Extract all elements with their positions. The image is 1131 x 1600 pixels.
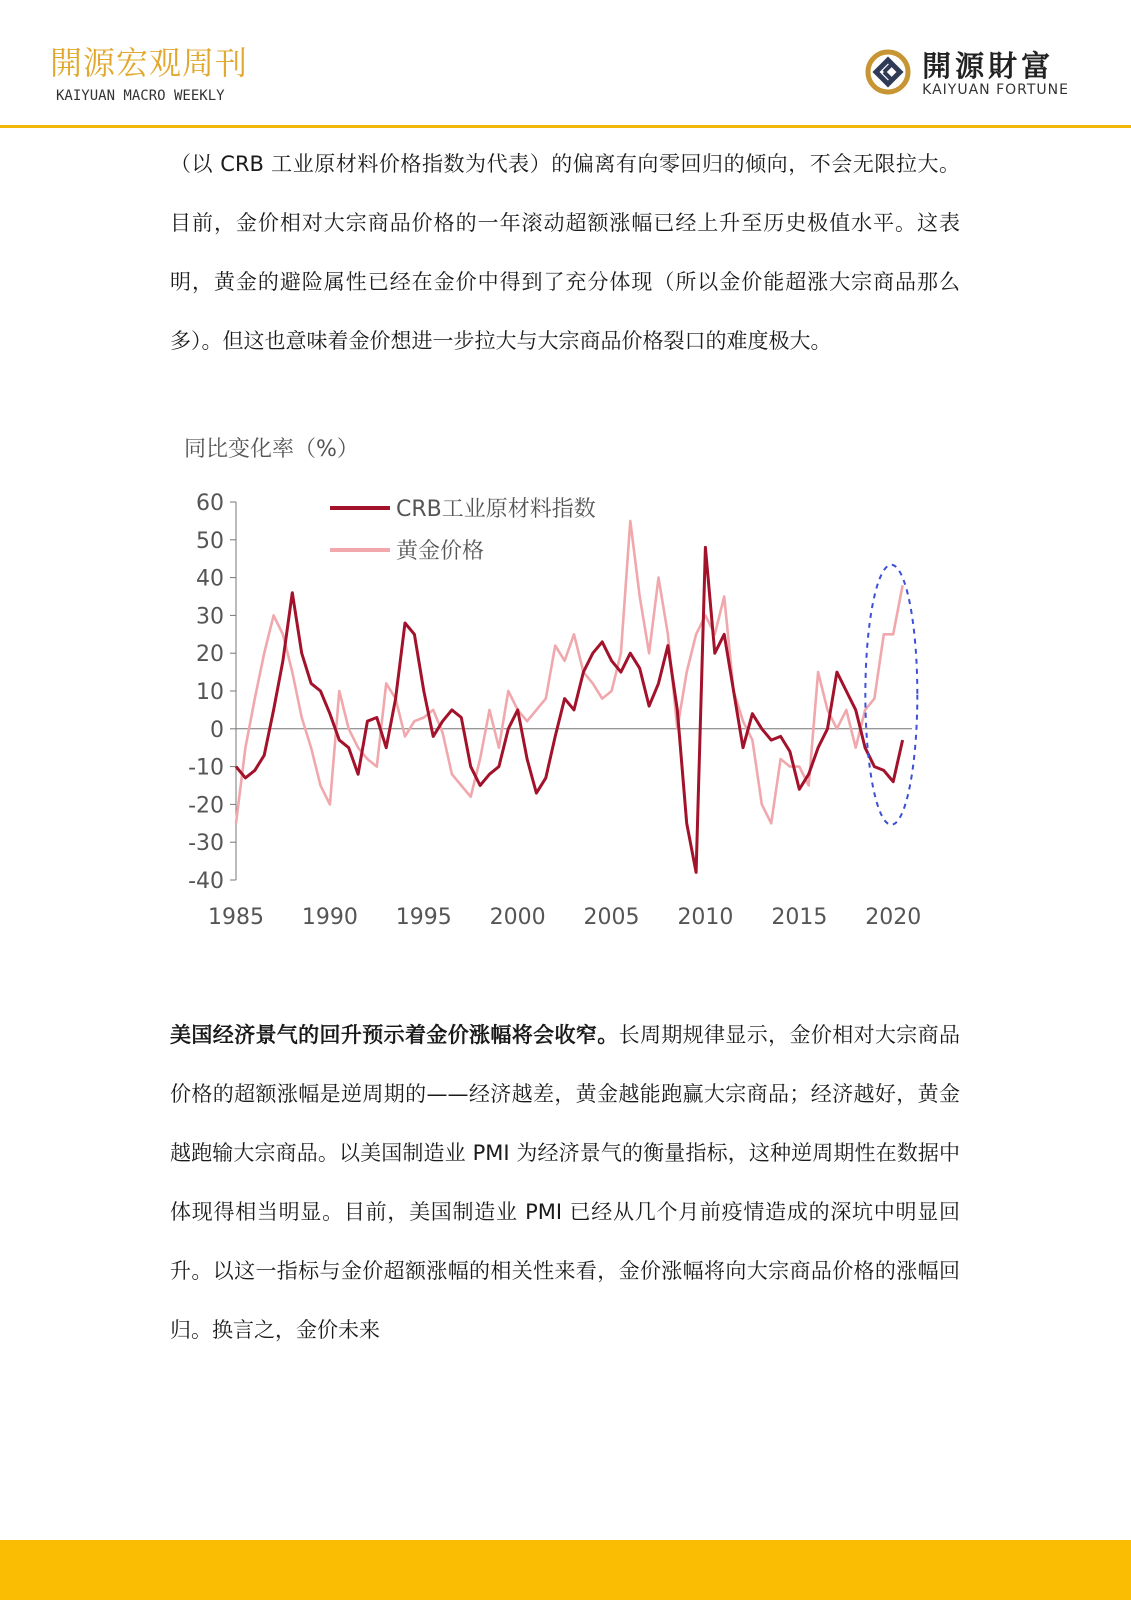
- paragraph-1: （以 CRB 工业原材料价格指数为代表）的偏离有向零回归的倾向，不会无限拉大。目前，金价相对大宗商品价格的一年滚动超额涨幅已经上升至历史极值水平。这表明，黄金的避险属性已经在金价中得到了充分体现（所以金价能超涨大宗商品那么多）。但这也意味着金价想进一步拉大与大宗商品价格裂口的难度极大。: [170, 152, 960, 353]
- header-divider: [0, 125, 1131, 128]
- paragraph-2-text: 长周期规律显示，金价相对大宗商品价格的超额涨幅是逆周期的——经济越差，黄金越能跑赢大宗商品；经济越好，黄金越跑输大宗商品。以美国制造业 PMI 为经济景气的衡量指标，这种逆周期性在数据中体现得相当明显。目前，美国制造业 PMI 已经从几个月前疫情造成的深坑中明显回升。以这一指标与金价超额涨幅的相关性来看，金价涨幅将向大宗商品价格的涨幅回归。换言之，金价未来: [170, 1023, 961, 1342]
- x-tick-label: 1990: [301, 905, 358, 930]
- chart-svg: [170, 432, 950, 962]
- y-tick-label: -30: [188, 831, 224, 857]
- y-tick-label: 0: [210, 717, 224, 743]
- header-title: 開源宏观周刊: [50, 44, 249, 82]
- series-line-gold: [236, 521, 903, 823]
- legend-label: CRB工业原材料指数: [396, 497, 596, 522]
- paragraph-2: [170, 1006, 960, 1360]
- y-tick-label: 40: [196, 566, 224, 592]
- y-tick-label: 10: [196, 680, 224, 705]
- brand-name-en: KAIYUAN FORTUNE: [922, 82, 1069, 98]
- series-line-crb: [236, 547, 903, 872]
- x-tick-label: 2000: [489, 905, 546, 930]
- y-axis-label: 同比变化率（%）: [184, 437, 359, 462]
- chart-figure: [170, 432, 950, 962]
- footer-bar: [0, 1540, 1131, 1600]
- highlight-ellipse: [865, 565, 917, 825]
- y-tick-label: -40: [188, 869, 224, 894]
- y-tick-label: 20: [196, 642, 224, 668]
- y-tick-label: 50: [196, 528, 224, 554]
- x-tick-label: 1985: [208, 905, 264, 930]
- x-tick-label: 2015: [771, 905, 828, 930]
- kaiyuan-logo-icon: [864, 48, 912, 100]
- x-tick-label: 2005: [583, 905, 640, 930]
- y-tick-label: 30: [196, 604, 224, 630]
- x-tick-label: 2010: [677, 905, 734, 930]
- x-tick-label: 2020: [865, 905, 922, 930]
- header-subtitle: KAIYUAN MACRO WEEKLY: [56, 88, 225, 104]
- brand-name-cn: 開源財富: [922, 49, 1055, 83]
- y-tick-label: 60: [196, 491, 224, 516]
- brand-logo: [864, 48, 1069, 100]
- x-tick-label: 1995: [395, 905, 452, 930]
- y-tick-label: -20: [188, 793, 224, 819]
- legend-label: 黄金价格: [396, 539, 485, 564]
- y-tick-label: -10: [188, 755, 224, 781]
- paragraph-2-bold: 美国经济景气的回升预示着金价涨幅将会收窄。: [170, 1023, 619, 1047]
